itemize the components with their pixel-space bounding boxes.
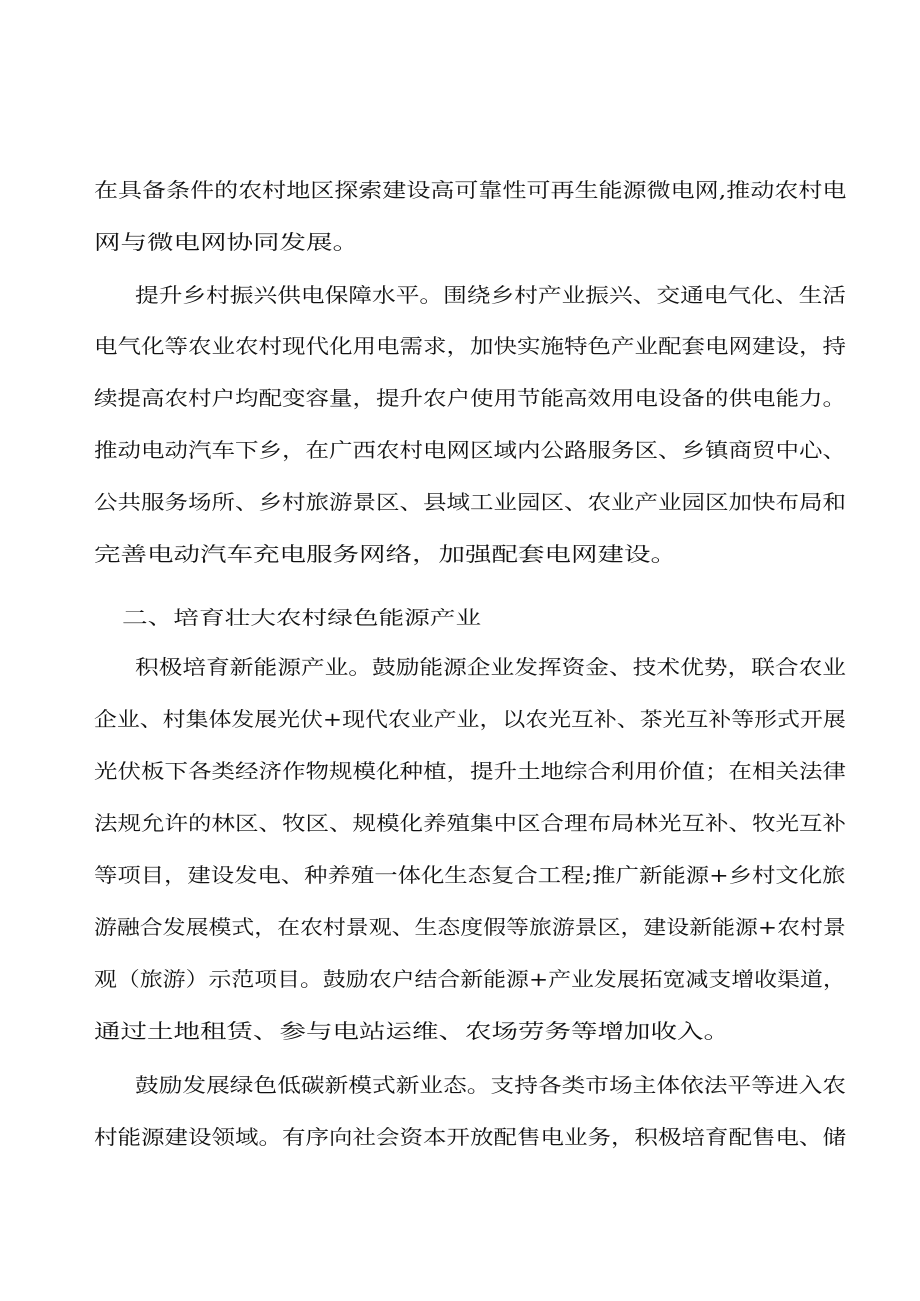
paragraph-line: 积极培育新能源产业。鼓励能源企业发挥资金、技术优势，联合农业: [135, 655, 846, 679]
paragraph-line: 游融合发展模式，在农村景观、生态度假等旅游景区，建设新能源+农村景: [94, 915, 846, 939]
paragraph-line: 续提高农村户均配变容量，提升农户使用节能高效用电设备的供电能力。: [94, 386, 846, 410]
paragraph-line: 电气化等农业农村现代化用电需求，加快实施特色产业配套电网建设，持: [94, 334, 846, 358]
paragraph-line: 推动电动汽车下乡，在广西农村电网区域内公路服务区、乡镇商贸中心、: [94, 438, 846, 462]
paragraph-line: 法规允许的林区、牧区、规模化养殖集中区合理布局林光互补、牧光互补: [94, 811, 846, 835]
paragraph-line: 完善电动汽车充电服务网络，加强配套电网建设。: [94, 542, 677, 566]
section-heading: 二、培育壮大农村绿色能源产业: [122, 607, 482, 629]
paragraph-line: 光伏板下各类经济作物规模化种植，提升土地综合利用价值；在相关法律: [94, 759, 846, 783]
paragraph-line: 通过土地租赁、参与电站运维、农场劳务等增加收入。: [94, 1019, 730, 1043]
paragraph-line: 等项目，建设发电、种养殖一体化生态复合工程;推广新能源+乡村文化旅: [94, 863, 846, 887]
paragraph-line: 鼓励发展绿色低碳新模式新业态。支持各类市场主体依法平等进入农: [135, 1073, 846, 1097]
paragraph-line: 在具备条件的农村地区探索建设高可靠性可再生能源微电网,推动农村电: [94, 178, 847, 202]
paragraph-line: 提升乡村振兴供电保障水平。围绕乡村产业振兴、交通电气化、生活: [135, 283, 846, 307]
paragraph-line: 网与微电网协同发展。: [94, 230, 359, 254]
paragraph-line: 村能源建设领域。有序向社会资本开放配售电业务，积极培育配售电、储: [94, 1125, 846, 1149]
paragraph-line: 公共服务场所、乡村旅游景区、县域工业园区、农业产业园区加快布局和: [94, 490, 846, 514]
paragraph-line: 观（旅游）示范项目。鼓励农户结合新能源+产业发展拓宽减支增收渠道，: [94, 967, 846, 991]
paragraph-line: 企业、村集体发展光伏+现代农业产业，以农光互补、茶光互补等形式开展: [94, 707, 846, 731]
